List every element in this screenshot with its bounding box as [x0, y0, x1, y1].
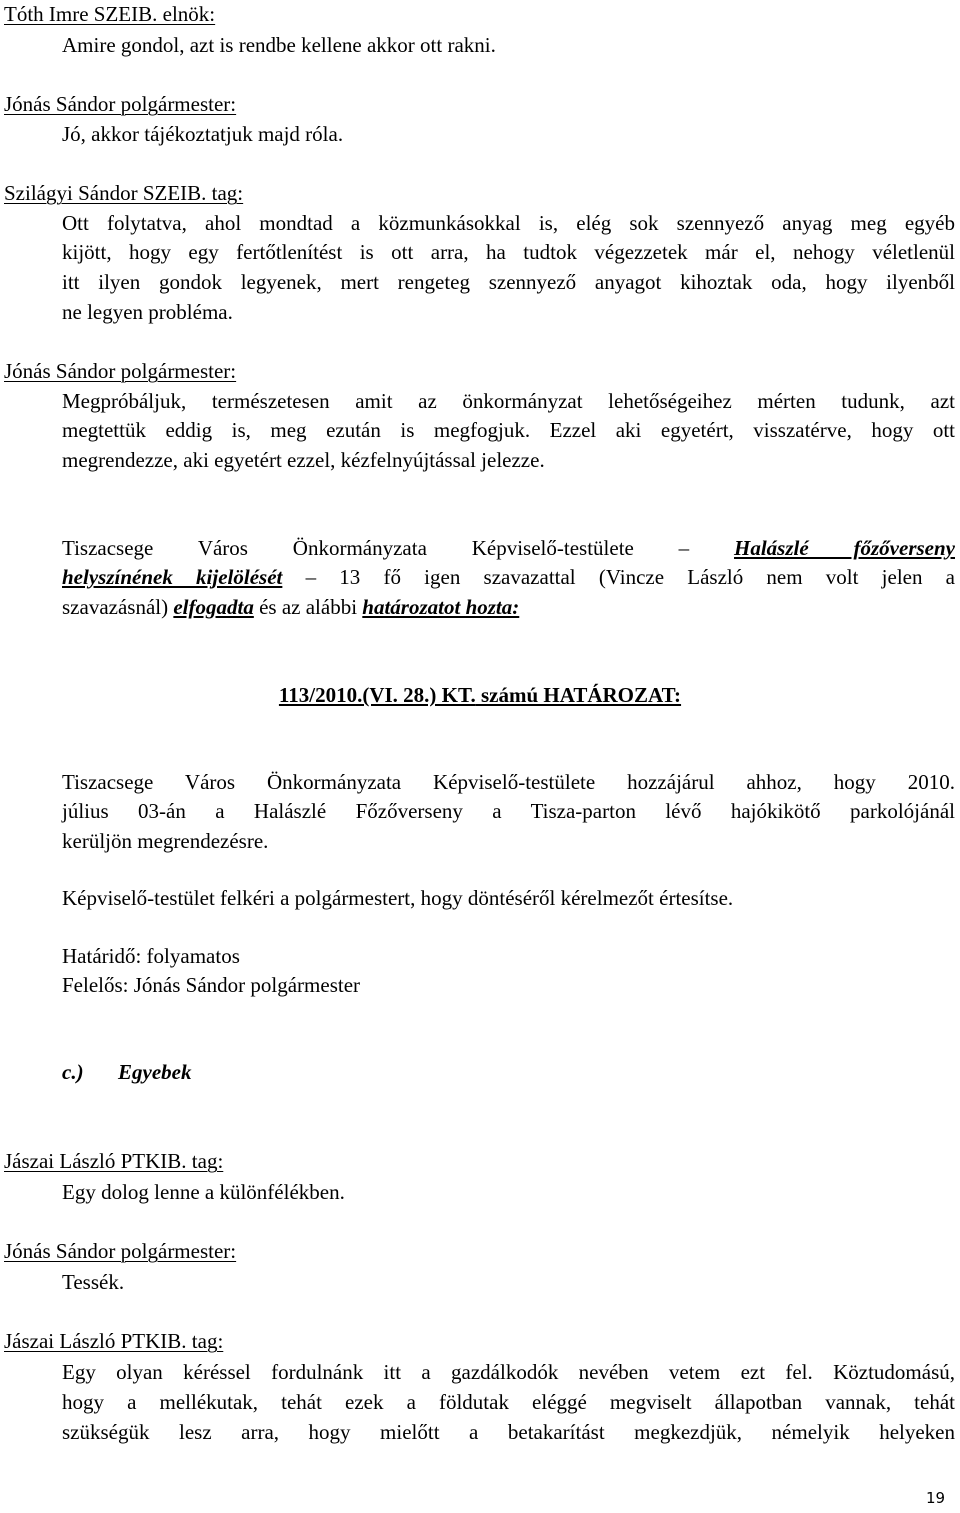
decision-line: kerüljön megrendezésre.	[62, 829, 269, 853]
decision-line: Tiszacsege Város Önkormányzata Képviselő-testülete hozzájárul ahhoz, hogy 2010.	[62, 770, 955, 794]
resolution-line	[62, 593, 519, 623]
resolution-accepted: elfogadta	[173, 595, 254, 619]
jonas-statement: Tessék.	[62, 1270, 125, 1294]
decision-line: július 03-án a Halászlé Főzőverseny a Tisza-parton lévő hajókikötő parkolójánál	[62, 799, 955, 823]
jaszai-statement: Egy dolog lenne a különfélékben.	[62, 1180, 345, 1204]
jonas-line: Megpróbáljuk, természetesen amit az önkormányzat lehetőségeihez mérten tudunk, azt	[62, 389, 955, 413]
decision-number: 113/2010.(VI. 28.) KT.	[278, 683, 476, 707]
page-number: 19	[926, 1489, 946, 1507]
speaker-toth: Tóth Imre SZEIB. elnök:	[4, 2, 216, 26]
section-c-title: Egyebek	[118, 1060, 192, 1084]
szilagyi-line: ne legyen probléma.	[62, 300, 233, 324]
jonas-statement: Jó, akkor tájékoztatjuk majd róla.	[62, 122, 344, 146]
jaszai-line: Egy olyan kéréssel fordulnánk itt a gazdálkodók nevében vetem ezt fel. Köztudomású,	[62, 1360, 955, 1384]
section-c-number: c.)	[62, 1060, 84, 1084]
deadline: Határidő: folyamatos	[62, 944, 240, 968]
szilagyi-line: Ott folytatva, ahol mondtad a közmunkásokkal is, elég sok szennyező anyag meg egyéb	[62, 211, 955, 235]
speaker-jonas: Jónás Sándor polgármester:	[4, 359, 237, 383]
resolution-line	[62, 534, 955, 564]
responsible: Felelős: Jónás Sándor polgármester	[62, 973, 361, 997]
resolution-line	[62, 563, 955, 593]
toth-statement: Amire gondol, azt is rendbe kellene akkor ott rakni.	[62, 33, 496, 57]
szilagyi-line: itt ilyen gondok legyenek, mert rengeteg szennyező anyagot kihoztak oda, hogy ilyenből	[62, 270, 955, 294]
speaker-jaszai: Jászai László PTKIB. tag:	[4, 1149, 224, 1173]
resolution-decision: határozatot hozta:	[362, 595, 520, 619]
decision-request: Képviselő-testület felkéri a polgármestert, hogy döntéséről kérelmezőt értesítse.	[62, 886, 734, 910]
szilagyi-line: kijött, hogy egy fertőtlenítést is ott arra, ha tudtok végezzetek már el, nehogy véletlenül	[62, 240, 955, 264]
speaker-jonas: Jónás Sándor polgármester:	[4, 1239, 237, 1263]
resolution-text: – 13 fő igen szavazattal (Vincze László nem volt jelen a	[282, 565, 955, 589]
resolution-text: és az alábbi	[253, 595, 363, 619]
jaszai-line: szükségük lesz arra, hogy mielőtt a betakarítást megkezdjük, némelyik helyeken	[62, 1420, 955, 1444]
speaker-szilagyi: Szilágyi Sándor SZEIB. tag:	[4, 181, 244, 205]
resolution-text: szavazásnál)	[62, 595, 174, 619]
speaker-jonas: Jónás Sándor polgármester:	[4, 92, 237, 116]
jonas-line: megrendezze, aki egyetért ezzel, kézfelnyújtással jelezze.	[62, 448, 545, 472]
resolution-text: Tiszacsege Város Önkormányzata Képviselő-testülete –	[62, 536, 735, 560]
resolution-subject: Halászlé főzőverseny	[734, 536, 955, 560]
decision-title	[0, 681, 960, 711]
decision-label: számú HATÁROZAT:	[475, 683, 682, 707]
speaker-jaszai: Jászai László PTKIB. tag:	[4, 1329, 224, 1353]
jaszai-line: hogy a mellékutak, tehát ezek a földutak eléggé megviselt állapotban vannak, tehát	[62, 1390, 955, 1414]
jonas-line: megtettük eddig is, meg ezután is megfogjuk. Ezzel aki egyetért, visszatérve, hogy ott	[62, 418, 955, 442]
resolution-subject: helyszínének kijelölését	[62, 565, 283, 589]
